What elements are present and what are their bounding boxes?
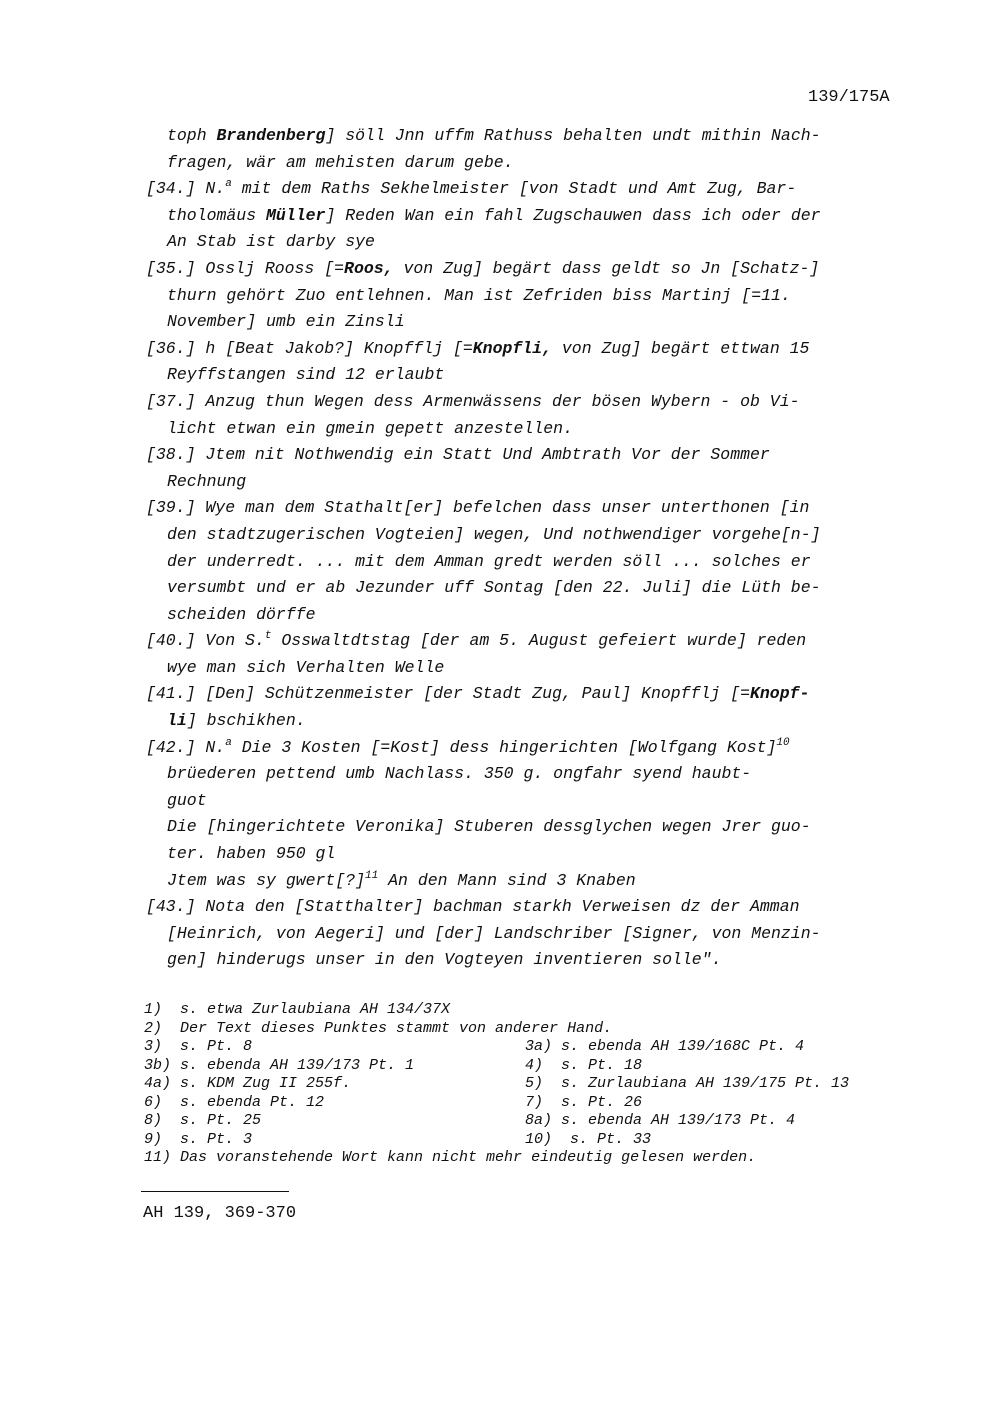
text-line: fragen, wär am mehisten darum gebe. (167, 152, 514, 172)
footnote-row: 1) s. etwa Zurlaubiana AH 134/37X (144, 1001, 451, 1018)
footnote-row: 3b) s. ebenda AH 139/173 Pt. 1 4) s. Pt. 18 (144, 1056, 643, 1074)
text-line: Rechnung (167, 471, 247, 491)
footnotes (144, 1001, 850, 1168)
text-line: ter. haben 950 gl (167, 844, 336, 864)
text-line: Jtem was sy gwert[?]$^{11}$ An den Mann sind 3 Knaben (167, 869, 636, 890)
entry-43: [43.] Nota den [Statthalter] bachman starkh Verweisen dz der Amman (146, 897, 800, 917)
entry-41: [41.] [Den] Schützenmeister [der Stadt Zug, Paul] Knopfflj [=Knopf- (146, 684, 810, 704)
footnote-row: 11) Das voranstehende Wort kann nicht mehr eindeutig gelesen werden. (144, 1149, 757, 1166)
transcription-body (146, 123, 926, 974)
entry-38: [38.] Jtem nit Nothwendig ein Statt Und Ambtrath Vor der Sommer (146, 445, 770, 465)
text-line: brüederen pettend umb Nachlass. 350 g. ongfahr syend haubt- (167, 764, 752, 784)
text-line: li] bschikhen. (167, 711, 306, 731)
footnote-row: 9) s. Pt. 3 10) s. Pt. 33 (144, 1130, 652, 1148)
text-line: [Heinrich, von Aegeri] und [der] Landschriber [Signer, von Menzin- (167, 923, 821, 943)
text-line: November] umb ein Zinsli (167, 312, 405, 332)
text-line: der underredt. ... mit dem Amman gredt werden söll ... solches er (167, 551, 811, 571)
entry-36: [36.] h [Beat Jakob?] Knopfflj [=Knopfli, von Zug] begärt ettwan 15 (146, 338, 810, 358)
text-line: Die [hingerichtete Veronika] Stuberen dessglychen wegen Jrer guo- (167, 817, 811, 837)
entry-40: [40.] Von S.$^t$ Osswaltdtstag [der am 5. August gefeiert wurde] reden (146, 630, 807, 651)
text-line: guot (167, 790, 207, 810)
text-line: licht etwan ein gmein gepett anzestellen. (167, 418, 573, 438)
text-line: tholomäus Müller] Reden Wan ein fahl Zugschauwen dass ich oder der (167, 205, 821, 225)
text-line: versumbt und er ab Jezunder uff Sontag [den 22. Juli] die Lüth be- (167, 578, 821, 598)
footnote-row: 4a) s. KDM Zug II 255f. 5) s. Zurlaubiana AH 139/175 Pt. 13 (144, 1075, 850, 1092)
text-line: toph Brandenberg] söll Jnn uffm Rathuss behalten undt mithin Nach- (167, 126, 821, 145)
text-line: thurn gehört Zuo entlehnen. Man ist Zefriden biss Martinj [=11. (167, 285, 791, 305)
text-line: scheiden dörffe (167, 604, 316, 624)
divider-rule (141, 1191, 289, 1192)
text-line: gen] hinderugs unser in den Vogteyen inventieren solle". (167, 950, 722, 970)
text-line: An Stab ist darby sye (167, 232, 375, 252)
entry-39: [39.] Wye man dem Stathalt[er] befelchen dass unser unterthonen [in (146, 498, 810, 518)
entry-42: [42.] N.$^a$ Die 3 Kosten [=Kost] dess hingerichten [Wolfgang Kost]$^{10}$ (146, 736, 790, 757)
footnote-row: 6) s. ebenda Pt. 12 7) s. Pt. 26 (144, 1093, 643, 1111)
page-number: 139/175A (808, 88, 890, 107)
text-line: Reyffstangen sind 12 erlaubt (167, 365, 445, 385)
entry-35: [35.] Osslj Rooss [=Roos, von Zug] begärt dass geldt so Jn [Schatz-] (146, 258, 820, 278)
text-line: wye man sich Verhalten Welle (167, 657, 445, 677)
source-reference: AH 139, 369-370 (143, 1204, 297, 1223)
footnote-row: 8) s. Pt. 25 8a) s. ebenda AH 139/173 Pt. 4 (144, 1112, 796, 1129)
footnote-row: 2) Der Text dieses Punktes stammt von anderer Hand. (144, 1019, 613, 1037)
text-line: den stadtzugerischen Vogteien] wegen, Und nothwendiger vorgehe[n-] (167, 524, 821, 544)
footnote-row: 3) s. Pt. 8 3a) s. ebenda AH 139/168C Pt. 4 (144, 1038, 805, 1055)
entry-37: [37.] Anzug thun Wegen dess Armenwässens der bösen Wybern - ob Vi- (146, 391, 800, 411)
entry-34: [34.] N.$^a$ mit dem Raths Sekhelmeister [von Stadt und Amt Zug, Bar- (146, 178, 797, 199)
